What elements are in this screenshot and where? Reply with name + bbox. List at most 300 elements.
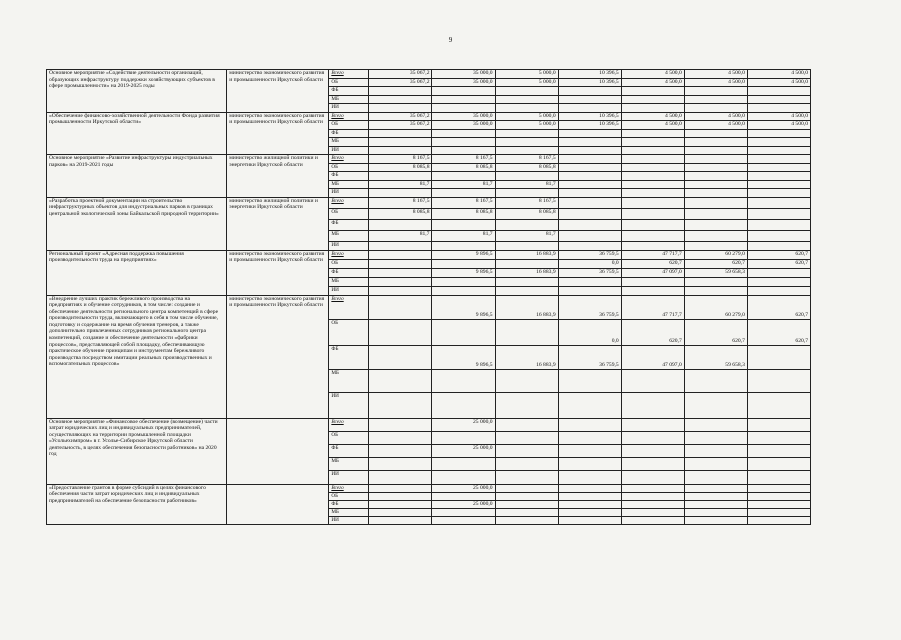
funding-source: ОБ <box>329 208 369 219</box>
amount-cell <box>495 189 558 198</box>
amount-cell <box>558 431 621 444</box>
table-row <box>47 70 811 79</box>
amount-cell: 25 000,0 <box>432 484 495 492</box>
amount-cell <box>558 172 621 181</box>
amount-cell <box>558 286 621 295</box>
amount-cell <box>432 241 495 250</box>
amount-cell <box>495 104 558 113</box>
amount-cell <box>684 189 747 198</box>
amount-cell: 35 000,0 <box>432 112 495 121</box>
amount-cell <box>495 138 558 147</box>
amount-cell <box>684 457 747 470</box>
activity-description: Основное мероприятие «Развитие инфраструктуры индустриальных парков» на 2019-2021 годы <box>47 155 227 198</box>
responsible-executor: министерство жилищной политики и энергетики Иркутской области <box>227 155 329 198</box>
amount-cell: 620,7 <box>747 259 810 268</box>
amount-cell <box>369 104 432 113</box>
amount-cell <box>369 508 432 516</box>
funding-source: ОБ <box>329 319 369 345</box>
amount-cell <box>747 172 810 181</box>
amount-cell <box>747 508 810 516</box>
amount-cell: 36 759,5 <box>558 250 621 259</box>
funding-source: ОБ <box>329 163 369 172</box>
amount-cell: 5 000,0 <box>495 78 558 87</box>
amount-cell: 35 067,2 <box>369 70 432 79</box>
budget-table <box>46 69 811 525</box>
table-row <box>47 295 811 319</box>
amount-cell: 10 396,5 <box>558 112 621 121</box>
amount-cell <box>621 277 684 286</box>
amount-cell: 9 896,5 <box>432 345 495 369</box>
amount-cell <box>495 129 558 138</box>
activity-description: «Внедрение лучших практик бережливого производства на предприятиях и обучение сотрудников, в том числе: создание и обеспечение деятельности регионального центра компетенций в сфере производительности труда, включающего в себя в том числе обучение, подготовку и содержание на время обучения тренеров, а также дополнительно привлеченных сотрудников регионального центра компетенций, создание и обеспечение деятельности «фабрики процессов», представляющей собой площадку, обеспечивающую практическое обучение принципам и инструментам бережливого производства посредством имитации реальных производственных и вспомогательных процессов» <box>47 295 227 418</box>
amount-cell <box>558 230 621 241</box>
amount-cell: 0,0 <box>558 319 621 345</box>
amount-cell: 9 896,5 <box>432 250 495 259</box>
amount-cell <box>369 241 432 250</box>
amount-cell <box>432 516 495 524</box>
amount-cell <box>495 431 558 444</box>
amount-cell <box>747 219 810 230</box>
amount-cell <box>684 431 747 444</box>
activity-description: Региональный проект «Адресная поддержка повышения производительности труда на предприятиях» <box>47 250 227 295</box>
amount-cell <box>747 369 810 392</box>
amount-cell: 8 085,8 <box>432 208 495 219</box>
amount-cell: 4 500,0 <box>747 112 810 121</box>
amount-cell: 81,7 <box>432 180 495 189</box>
amount-cell <box>684 470 747 484</box>
funding-source: Всего <box>329 418 369 431</box>
funding-source: Всего <box>329 197 369 208</box>
amount-cell <box>432 470 495 484</box>
amount-cell <box>621 104 684 113</box>
amount-cell <box>621 516 684 524</box>
amount-cell: 16 883,9 <box>495 250 558 259</box>
responsible-executor: министерство экономического развития и промышленности Иркутской области <box>227 70 329 113</box>
amount-cell: 36 759,5 <box>558 268 621 277</box>
activity-description: «Предоставление грантов в форме субсидий в целях финансового обеспечения части затрат юридических лиц и индивидуальных предпринимателей на обеспечение безопасности работников» <box>47 484 227 524</box>
amount-cell <box>558 492 621 500</box>
amount-cell: 16 883,9 <box>495 268 558 277</box>
table-row <box>47 250 811 259</box>
amount-cell: 8 167,5 <box>432 155 495 164</box>
amount-cell: 4 500,0 <box>621 70 684 79</box>
amount-cell <box>747 95 810 104</box>
amount-cell: 35 000,0 <box>432 121 495 130</box>
amount-cell: 8 167,5 <box>495 197 558 208</box>
amount-cell: 10 396,5 <box>558 78 621 87</box>
amount-cell: 4 500,0 <box>684 70 747 79</box>
amount-cell <box>621 392 684 418</box>
amount-cell <box>684 241 747 250</box>
amount-cell <box>558 508 621 516</box>
amount-cell <box>558 208 621 219</box>
amount-cell <box>558 180 621 189</box>
amount-cell: 620,7 <box>747 250 810 259</box>
amount-cell <box>621 484 684 492</box>
amount-cell <box>495 484 558 492</box>
amount-cell <box>747 241 810 250</box>
funding-source: Всего <box>329 70 369 79</box>
amount-cell <box>621 95 684 104</box>
table-row <box>47 112 811 121</box>
responsible-executor: министерство жилищной политики и энергетики Иркутской области <box>227 197 329 250</box>
amount-cell: 10 396,5 <box>558 121 621 130</box>
responsible-executor <box>227 484 329 524</box>
amount-cell <box>558 104 621 113</box>
amount-cell: 10 396,5 <box>558 70 621 79</box>
amount-cell <box>621 457 684 470</box>
amount-cell <box>369 418 432 431</box>
amount-cell <box>495 457 558 470</box>
amount-cell: 8 167,5 <box>495 155 558 164</box>
amount-cell <box>558 129 621 138</box>
amount-cell <box>369 172 432 181</box>
funding-source: ОБ <box>329 492 369 500</box>
amount-cell <box>684 197 747 208</box>
amount-cell: 36 759,5 <box>558 345 621 369</box>
amount-cell <box>684 129 747 138</box>
amount-cell: 620,7 <box>684 319 747 345</box>
amount-cell <box>747 457 810 470</box>
amount-cell <box>621 146 684 155</box>
amount-cell <box>495 444 558 457</box>
amount-cell <box>432 95 495 104</box>
amount-cell: 81,7 <box>369 230 432 241</box>
amount-cell: 4 500,0 <box>684 121 747 130</box>
amount-cell <box>432 219 495 230</box>
amount-cell <box>432 286 495 295</box>
amount-cell: 81,7 <box>495 180 558 189</box>
amount-cell <box>558 241 621 250</box>
amount-cell: 0,0 <box>558 259 621 268</box>
amount-cell: 25 000,0 <box>432 500 495 508</box>
amount-cell <box>495 146 558 155</box>
amount-cell <box>495 286 558 295</box>
amount-cell: 59 658,3 <box>684 268 747 277</box>
amount-cell <box>558 163 621 172</box>
funding-source: ФБ <box>329 87 369 96</box>
amount-cell <box>369 470 432 484</box>
amount-cell <box>369 500 432 508</box>
amount-cell: 4 500,0 <box>747 78 810 87</box>
amount-cell <box>684 492 747 500</box>
amount-cell <box>684 138 747 147</box>
amount-cell <box>621 444 684 457</box>
amount-cell <box>558 457 621 470</box>
funding-source: МБ <box>329 457 369 470</box>
amount-cell <box>747 516 810 524</box>
amount-cell <box>621 189 684 198</box>
amount-cell <box>747 392 810 418</box>
amount-cell <box>558 219 621 230</box>
funding-source: ИИ <box>329 286 369 295</box>
amount-cell <box>369 392 432 418</box>
funding-source: Всего <box>329 295 369 319</box>
amount-cell <box>747 470 810 484</box>
funding-source: ФБ <box>329 172 369 181</box>
funding-source: ФБ <box>329 219 369 230</box>
amount-cell <box>558 95 621 104</box>
amount-cell: 35 000,0 <box>432 78 495 87</box>
amount-cell <box>558 516 621 524</box>
funding-source: МБ <box>329 138 369 147</box>
amount-cell <box>747 155 810 164</box>
amount-cell <box>432 138 495 147</box>
amount-cell <box>495 392 558 418</box>
amount-cell <box>747 492 810 500</box>
table-row <box>47 155 811 164</box>
amount-cell: 47 097,0 <box>621 345 684 369</box>
funding-source: ОБ <box>329 431 369 444</box>
amount-cell <box>369 219 432 230</box>
amount-cell: 47 717,7 <box>621 295 684 319</box>
funding-source: ИИ <box>329 470 369 484</box>
amount-cell <box>495 277 558 286</box>
activity-description: Основное мероприятие «Содействие деятельности организаций, образующих инфраструктуру поддержки хозяйствующих субъектов в сфере промышленности» на 2019-2025 годы <box>47 70 227 113</box>
amount-cell: 4 500,0 <box>684 112 747 121</box>
amount-cell <box>432 457 495 470</box>
amount-cell: 4 500,0 <box>621 121 684 130</box>
amount-cell: 35 067,2 <box>369 112 432 121</box>
page-number: 9 <box>448 36 453 44</box>
amount-cell <box>558 484 621 492</box>
amount-cell: 620,7 <box>684 259 747 268</box>
amount-cell <box>621 431 684 444</box>
amount-cell <box>432 431 495 444</box>
amount-cell <box>495 418 558 431</box>
amount-cell <box>558 197 621 208</box>
amount-cell <box>747 444 810 457</box>
amount-cell: 5 000,0 <box>495 70 558 79</box>
amount-cell <box>495 492 558 500</box>
amount-cell <box>621 180 684 189</box>
amount-cell <box>432 146 495 155</box>
amount-cell <box>747 345 810 369</box>
amount-cell: 4 500,0 <box>684 78 747 87</box>
funding-source: МБ <box>329 180 369 189</box>
funding-source: Всего <box>329 250 369 259</box>
amount-cell <box>558 146 621 155</box>
amount-cell: 5 000,0 <box>495 112 558 121</box>
amount-cell <box>432 172 495 181</box>
table-row <box>47 197 811 208</box>
amount-cell <box>369 87 432 96</box>
amount-cell <box>747 500 810 508</box>
amount-cell: 16 883,9 <box>495 345 558 369</box>
amount-cell: 620,7 <box>747 295 810 319</box>
amount-cell <box>747 163 810 172</box>
amount-cell <box>558 470 621 484</box>
responsible-executor: министерство экономического развития и промышленности Иркутской области <box>227 295 329 418</box>
amount-cell <box>369 146 432 155</box>
amount-cell: 60 279,0 <box>684 295 747 319</box>
funding-source: ОБ <box>329 259 369 268</box>
amount-cell <box>432 87 495 96</box>
funding-source: ИИ <box>329 392 369 418</box>
amount-cell: 8 085,8 <box>369 208 432 219</box>
amount-cell <box>432 369 495 392</box>
amount-cell <box>621 219 684 230</box>
amount-cell: 8 085,8 <box>495 163 558 172</box>
amount-cell <box>369 345 432 369</box>
amount-cell <box>369 129 432 138</box>
amount-cell <box>621 172 684 181</box>
amount-cell <box>747 180 810 189</box>
amount-cell <box>369 484 432 492</box>
funding-source: МБ <box>329 277 369 286</box>
amount-cell: 35 067,2 <box>369 78 432 87</box>
amount-cell <box>684 180 747 189</box>
amount-cell <box>684 369 747 392</box>
amount-cell <box>621 208 684 219</box>
amount-cell <box>684 418 747 431</box>
amount-cell <box>495 508 558 516</box>
amount-cell <box>684 155 747 164</box>
amount-cell <box>621 500 684 508</box>
amount-cell: 81,7 <box>369 180 432 189</box>
funding-source: МБ <box>329 230 369 241</box>
amount-cell: 47 717,7 <box>621 250 684 259</box>
amount-cell <box>621 163 684 172</box>
amount-cell <box>369 457 432 470</box>
amount-cell: 60 279,0 <box>684 250 747 259</box>
amount-cell: 8 167,5 <box>432 197 495 208</box>
amount-cell <box>684 484 747 492</box>
amount-cell: 16 883,9 <box>495 295 558 319</box>
amount-cell <box>369 95 432 104</box>
table-row <box>47 484 811 492</box>
amount-cell <box>621 508 684 516</box>
amount-cell <box>684 508 747 516</box>
amount-cell: 47 097,0 <box>621 268 684 277</box>
amount-cell <box>684 172 747 181</box>
amount-cell <box>369 295 432 319</box>
funding-source: ФБ <box>329 444 369 457</box>
amount-cell <box>747 87 810 96</box>
amount-cell <box>369 259 432 268</box>
amount-cell <box>432 508 495 516</box>
amount-cell: 4 500,0 <box>747 70 810 79</box>
funding-source: ИИ <box>329 146 369 155</box>
amount-cell <box>747 146 810 155</box>
amount-cell <box>558 444 621 457</box>
amount-cell <box>621 369 684 392</box>
amount-cell <box>432 104 495 113</box>
amount-cell <box>495 369 558 392</box>
amount-cell <box>369 189 432 198</box>
amount-cell <box>558 138 621 147</box>
amount-cell <box>369 431 432 444</box>
funding-source: ИИ <box>329 241 369 250</box>
funding-source: ОБ <box>329 121 369 130</box>
amount-cell <box>432 129 495 138</box>
amount-cell <box>495 87 558 96</box>
responsible-executor <box>227 418 329 484</box>
amount-cell <box>558 369 621 392</box>
funding-source: ФБ <box>329 500 369 508</box>
amount-cell: 36 759,5 <box>558 295 621 319</box>
amount-cell <box>747 418 810 431</box>
amount-cell <box>558 277 621 286</box>
amount-cell <box>369 268 432 277</box>
amount-cell <box>747 197 810 208</box>
amount-cell <box>684 230 747 241</box>
amount-cell <box>558 87 621 96</box>
amount-cell <box>558 155 621 164</box>
amount-cell <box>369 492 432 500</box>
amount-cell <box>369 138 432 147</box>
amount-cell: 620,7 <box>621 319 684 345</box>
amount-cell <box>747 189 810 198</box>
amount-cell <box>684 444 747 457</box>
amount-cell <box>369 286 432 295</box>
funding-source: ФБ <box>329 129 369 138</box>
amount-cell <box>684 277 747 286</box>
funding-source: ФБ <box>329 268 369 277</box>
amount-cell <box>495 500 558 508</box>
amount-cell <box>684 104 747 113</box>
amount-cell: 8 167,5 <box>369 155 432 164</box>
amount-cell <box>369 319 432 345</box>
amount-cell <box>369 277 432 286</box>
funding-source: ОБ <box>329 78 369 87</box>
amount-cell <box>684 286 747 295</box>
amount-cell: 4 500,0 <box>621 78 684 87</box>
amount-cell <box>495 516 558 524</box>
amount-cell <box>684 219 747 230</box>
funding-source: ИИ <box>329 104 369 113</box>
amount-cell <box>684 392 747 418</box>
amount-cell <box>495 241 558 250</box>
amount-cell: 35 000,0 <box>432 70 495 79</box>
funding-source: ФБ <box>329 345 369 369</box>
amount-cell <box>747 138 810 147</box>
amount-cell <box>432 277 495 286</box>
amount-cell <box>747 230 810 241</box>
amount-cell <box>747 129 810 138</box>
amount-cell <box>621 418 684 431</box>
amount-cell: 8 085,8 <box>369 163 432 172</box>
amount-cell <box>684 146 747 155</box>
amount-cell <box>621 138 684 147</box>
amount-cell <box>684 500 747 508</box>
amount-cell <box>432 492 495 500</box>
amount-cell: 35 067,2 <box>369 121 432 130</box>
amount-cell <box>432 319 495 345</box>
table-row <box>47 418 811 431</box>
amount-cell: 81,7 <box>495 230 558 241</box>
amount-cell <box>747 286 810 295</box>
amount-cell <box>495 319 558 345</box>
amount-cell <box>621 155 684 164</box>
amount-cell: 25 000,0 <box>432 418 495 431</box>
amount-cell <box>369 444 432 457</box>
amount-cell <box>621 230 684 241</box>
activity-description: «Обеспечение финансово-хозяйственной деятельности Фонда развития промышленности Иркутской области» <box>47 112 227 155</box>
funding-source: МБ <box>329 369 369 392</box>
amount-cell <box>558 418 621 431</box>
amount-cell <box>747 484 810 492</box>
amount-cell <box>432 189 495 198</box>
amount-cell: 5 000,0 <box>495 121 558 130</box>
amount-cell <box>747 208 810 219</box>
funding-source: МБ <box>329 508 369 516</box>
amount-cell: 9 896,5 <box>432 295 495 319</box>
amount-cell <box>621 197 684 208</box>
amount-cell <box>432 259 495 268</box>
funding-source: ИИ <box>329 189 369 198</box>
amount-cell <box>684 163 747 172</box>
